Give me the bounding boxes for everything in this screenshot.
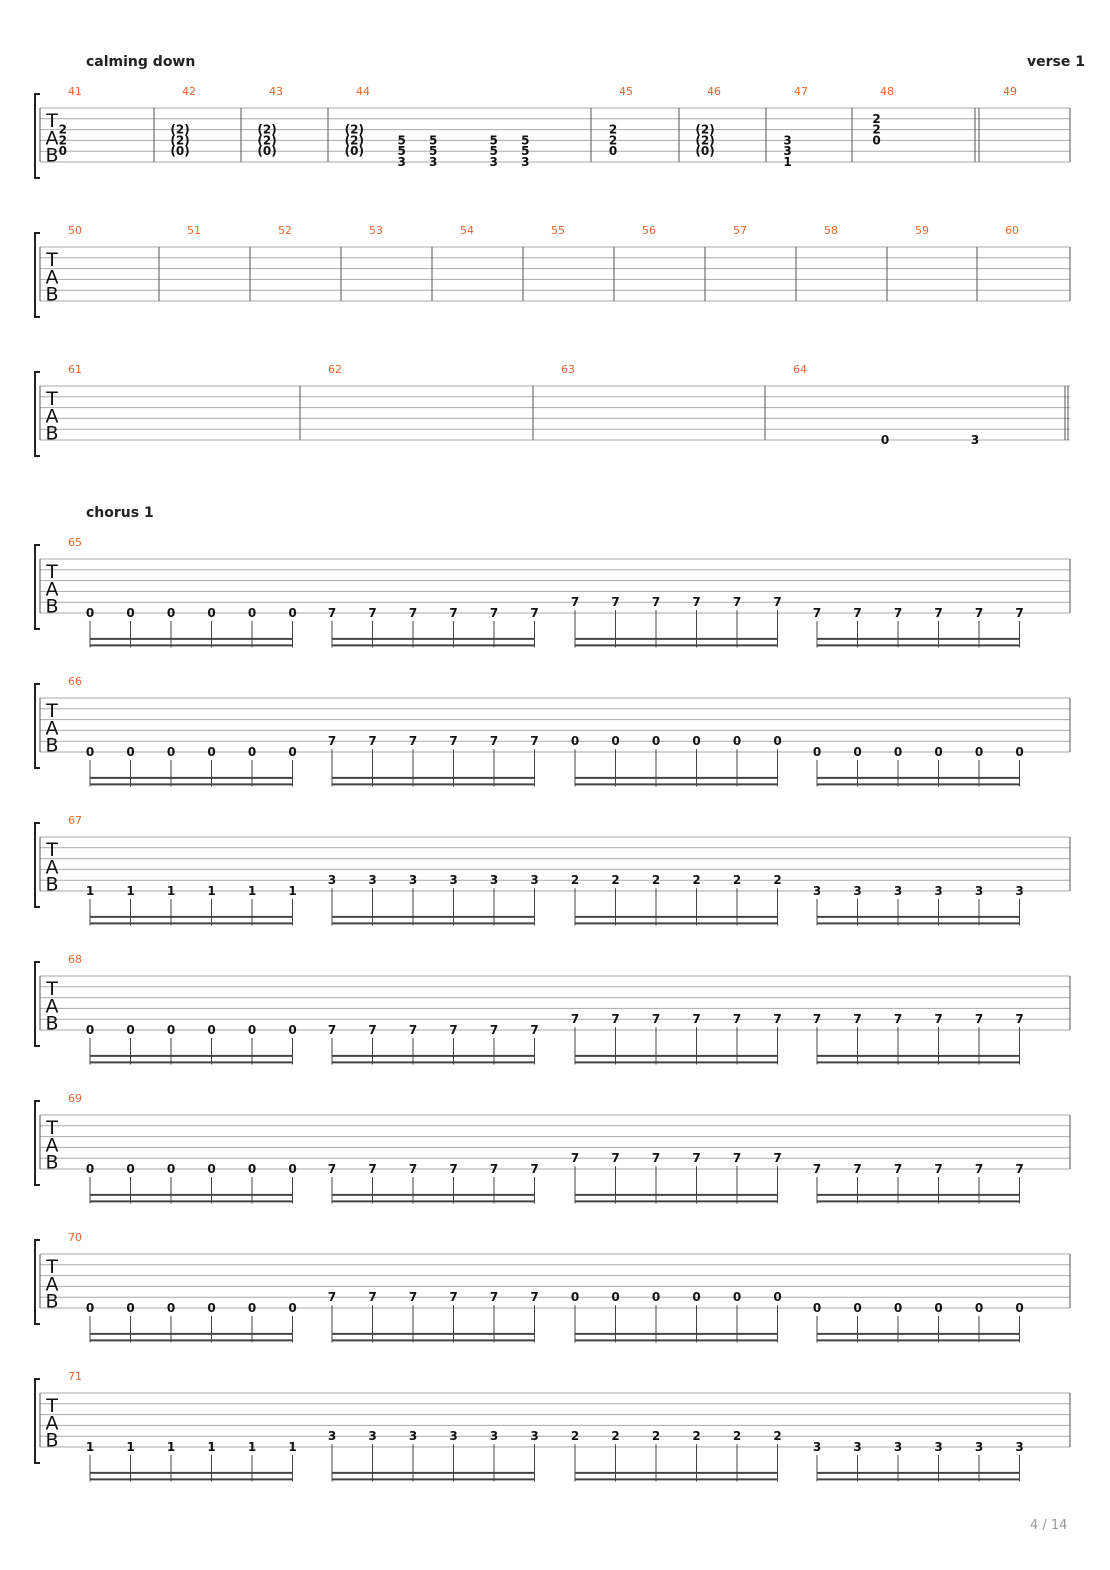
- fret-number: 0: [812, 745, 822, 759]
- measure-number: 48: [880, 85, 894, 98]
- fret-number: 7: [570, 1012, 580, 1027]
- system-bracket: [35, 233, 40, 317]
- measure-number: 42: [182, 85, 196, 98]
- fret-number: 0: [85, 1301, 95, 1315]
- measure-number: 71: [68, 1370, 82, 1383]
- measure-number: 56: [642, 224, 656, 237]
- fret-number: 0: [207, 745, 216, 759]
- fret-number: 7: [611, 1012, 620, 1027]
- fret-number: 0: [1015, 745, 1024, 759]
- fret-number: 1: [783, 155, 792, 169]
- system-bracket: [35, 1379, 40, 1463]
- fret-number: 1: [207, 884, 216, 898]
- fret-number: (2): [257, 122, 277, 137]
- fret-number: 0: [207, 1301, 216, 1315]
- fret-number: 3: [408, 873, 418, 888]
- fret-number: 0: [247, 1162, 257, 1176]
- measure-number: 51: [187, 224, 201, 237]
- fret-number: 7: [408, 734, 418, 749]
- measure-number: 67: [68, 814, 82, 827]
- fret-number: (2): [344, 122, 364, 137]
- fret-number: 5: [489, 133, 498, 148]
- fret-number: 0: [288, 745, 297, 759]
- fret-number: 7: [449, 1023, 458, 1037]
- system-bracket: [35, 94, 40, 178]
- measure-number: 61: [68, 363, 82, 376]
- fret-number: 7: [327, 1162, 337, 1176]
- fret-number: (0): [170, 144, 190, 159]
- fret-number: 5: [429, 144, 438, 159]
- fret-number: 3: [893, 1440, 903, 1454]
- fret-number: 3: [368, 873, 377, 888]
- fret-number: 7: [773, 1151, 782, 1166]
- fret-number: 0: [126, 1162, 135, 1176]
- fret-number: 7: [773, 595, 782, 610]
- fret-number: 0: [974, 745, 984, 759]
- fret-number: 2: [773, 873, 782, 888]
- fret-number: 7: [327, 734, 337, 749]
- fret-number: 2: [773, 1429, 782, 1444]
- measure-number: 69: [68, 1092, 82, 1105]
- fret-number: 3: [812, 884, 822, 898]
- fret-number: 2: [608, 122, 618, 137]
- fret-number: 7: [692, 1012, 701, 1027]
- fret-number: 0: [812, 1301, 822, 1315]
- fret-number: 3: [489, 155, 498, 169]
- fret-number: 3: [812, 1440, 822, 1454]
- fret-number: 0: [692, 734, 701, 749]
- fret-number: 7: [408, 1162, 418, 1176]
- fret-number: 0: [166, 1301, 176, 1315]
- measure-number: 64: [793, 363, 807, 376]
- measure-number: 49: [1003, 85, 1017, 98]
- fret-number: 7: [773, 1012, 782, 1027]
- fret-number: 7: [732, 1012, 742, 1027]
- fret-number: 3: [368, 1429, 377, 1444]
- fret-number: 7: [934, 1012, 943, 1027]
- fret-number: 7: [812, 1012, 822, 1027]
- system-bracket: [35, 372, 40, 456]
- fret-number: 7: [368, 1290, 377, 1305]
- fret-number: 7: [692, 1151, 701, 1166]
- measure-number: 54: [460, 224, 474, 237]
- fret-number: 0: [166, 1162, 176, 1176]
- measure-number: 45: [619, 85, 633, 98]
- tab-clef-letter: T: [46, 1256, 58, 1278]
- fret-number: 0: [570, 1290, 580, 1305]
- fret-number: 7: [1015, 1162, 1024, 1176]
- tab-clef-letter: T: [46, 978, 58, 1000]
- measure-number: 44: [356, 85, 370, 98]
- fret-number: 7: [408, 1290, 418, 1305]
- fret-number: 0: [288, 1023, 297, 1037]
- tab-clef-letter: B: [45, 1151, 59, 1174]
- measure-number: 55: [551, 224, 565, 237]
- fret-number: 3: [521, 155, 530, 169]
- section-label-calming-down: calming down: [86, 54, 196, 70]
- tab-clef-letter: A: [45, 1412, 59, 1435]
- fret-number: 3: [489, 873, 499, 888]
- fret-number: 0: [247, 745, 257, 759]
- fret-number: 0: [166, 1023, 176, 1037]
- fret-number: 3: [449, 1429, 458, 1444]
- system-bracket: [35, 1101, 40, 1185]
- fret-number: 3: [934, 884, 943, 898]
- fret-number: 2: [692, 873, 701, 888]
- fret-number: 3: [530, 873, 539, 888]
- tab-clef-letter: A: [45, 127, 59, 150]
- fret-number: 1: [166, 1440, 176, 1454]
- fret-number: 7: [651, 1151, 661, 1166]
- fret-number: 7: [368, 1023, 377, 1037]
- fret-number: 7: [812, 606, 822, 620]
- fret-number: 7: [974, 1012, 984, 1027]
- fret-number: (0): [344, 144, 364, 159]
- fret-number: 7: [1015, 606, 1024, 620]
- fret-number: 0: [288, 606, 297, 620]
- fret-number: 0: [166, 606, 176, 620]
- fret-number: (2): [257, 133, 277, 148]
- fret-number: 7: [327, 1290, 337, 1305]
- fret-number: 7: [530, 606, 539, 620]
- fret-number: 3: [449, 873, 458, 888]
- fret-number: 0: [872, 133, 881, 148]
- fret-number: 0: [126, 745, 135, 759]
- fret-number: 7: [449, 1162, 458, 1176]
- fret-number: 3: [853, 884, 862, 898]
- fret-number: 3: [489, 1429, 499, 1444]
- fret-number: 7: [853, 1012, 862, 1027]
- fret-number: 7: [611, 595, 620, 610]
- fret-number: 0: [247, 606, 257, 620]
- fret-number: (2): [170, 122, 190, 137]
- tab-clef-letter: A: [45, 856, 59, 879]
- fret-number: 1: [247, 884, 257, 898]
- tab-clef-letter: A: [45, 578, 59, 601]
- fret-number: 1: [126, 884, 135, 898]
- fret-number: 0: [85, 745, 95, 759]
- fret-number: 7: [853, 1162, 862, 1176]
- fret-number: 2: [611, 873, 620, 888]
- fret-number: 7: [974, 606, 984, 620]
- fret-number: 0: [85, 1162, 95, 1176]
- fret-number: 2: [608, 133, 618, 148]
- fret-number: 3: [893, 884, 903, 898]
- fret-number: 0: [126, 1301, 135, 1315]
- fret-number: 0: [207, 606, 216, 620]
- fret-number: 3: [327, 873, 337, 888]
- fret-number: (2): [170, 133, 190, 148]
- page-number: 4 / 14: [1030, 1518, 1068, 1533]
- fret-number: 3: [327, 1429, 337, 1444]
- fret-number: 7: [812, 1162, 822, 1176]
- fret-number: 0: [732, 1290, 742, 1305]
- tab-clef-letter: A: [45, 995, 59, 1018]
- fret-number: 2: [570, 1429, 580, 1444]
- tab-clef-letter: T: [46, 388, 58, 410]
- fret-number: 3: [974, 1440, 984, 1454]
- fret-number: 7: [489, 1023, 499, 1037]
- fret-number: 7: [570, 595, 580, 610]
- fret-number: 0: [207, 1162, 216, 1176]
- tab-clef-letter: B: [45, 595, 59, 618]
- tab-clef-letter: B: [45, 873, 59, 896]
- fret-number: 2: [570, 873, 580, 888]
- fret-number: 7: [489, 734, 499, 749]
- tab-clef-letter: T: [46, 1117, 58, 1139]
- tab-clef-letter: B: [45, 283, 59, 306]
- measure-number: 70: [68, 1231, 82, 1244]
- fret-number: 0: [651, 734, 661, 749]
- fret-number: 7: [368, 1162, 377, 1176]
- fret-number: 0: [651, 1290, 661, 1305]
- tab-clef-letter: B: [45, 734, 59, 757]
- fret-number: 1: [288, 884, 297, 898]
- fret-number: 0: [247, 1023, 257, 1037]
- fret-number: 0: [692, 1290, 701, 1305]
- fret-number: 0: [732, 734, 742, 749]
- fret-number: 7: [651, 1012, 661, 1027]
- fret-number: 0: [934, 745, 943, 759]
- tab-clef-letter: A: [45, 1273, 59, 1296]
- fret-number: 2: [872, 122, 881, 137]
- system-bracket: [35, 962, 40, 1046]
- tab-clef-letter: T: [46, 839, 58, 861]
- fret-number: 7: [570, 1151, 580, 1166]
- fret-number: 0: [611, 1290, 620, 1305]
- fret-number: 2: [58, 133, 67, 148]
- fret-number: 2: [732, 1429, 742, 1444]
- fret-number: 7: [530, 1023, 539, 1037]
- fret-number: 7: [489, 1162, 499, 1176]
- fret-number: 7: [449, 734, 458, 749]
- fret-number: 7: [530, 734, 539, 749]
- tab-clef-letter: B: [45, 422, 59, 445]
- fret-number: 2: [872, 111, 881, 126]
- fret-number: (2): [695, 122, 715, 137]
- fret-number: 0: [288, 1301, 297, 1315]
- fret-number: 7: [934, 1162, 943, 1176]
- fret-number: 0: [247, 1301, 257, 1315]
- fret-number: 0: [85, 1023, 95, 1037]
- measure-number: 57: [733, 224, 747, 237]
- measure-number: 50: [68, 224, 82, 237]
- fret-number: 0: [974, 1301, 984, 1315]
- tab-clef-letter: A: [45, 1134, 59, 1157]
- fret-number: 0: [1015, 1301, 1024, 1315]
- measure-number: 59: [915, 224, 929, 237]
- tab-clef-letter: T: [46, 249, 58, 271]
- fret-number: 1: [166, 884, 176, 898]
- measure-number: 65: [68, 536, 82, 549]
- fret-number: 3: [1015, 884, 1024, 898]
- system-bracket: [35, 823, 40, 907]
- measure-number: 60: [1005, 224, 1019, 237]
- fret-number: 0: [893, 745, 903, 759]
- fret-number: 7: [408, 1023, 418, 1037]
- fret-number: 7: [853, 606, 862, 620]
- fret-number: 7: [732, 1151, 742, 1166]
- fret-number: 2: [692, 1429, 701, 1444]
- fret-number: (0): [695, 144, 715, 159]
- fret-number: 2: [732, 873, 742, 888]
- measure-number: 58: [824, 224, 838, 237]
- fret-number: 3: [1015, 1440, 1024, 1454]
- measure-number: 52: [278, 224, 292, 237]
- fret-number: 7: [1015, 1012, 1024, 1027]
- tab-clef-letter: A: [45, 405, 59, 428]
- measure-number: 66: [68, 675, 82, 688]
- fret-number: 7: [489, 606, 499, 620]
- fret-number: 7: [732, 595, 742, 610]
- fret-number: 7: [974, 1162, 984, 1176]
- fret-number: (2): [344, 133, 364, 148]
- fret-number: 7: [449, 606, 458, 620]
- fret-number: 3: [783, 144, 792, 159]
- tab-clef-letter: T: [46, 700, 58, 722]
- fret-number: 7: [408, 606, 418, 620]
- fret-number: 3: [429, 155, 438, 169]
- measure-number: 41: [68, 85, 82, 98]
- fret-number: 5: [397, 133, 406, 148]
- fret-number: (2): [695, 133, 715, 148]
- fret-number: 3: [397, 155, 406, 169]
- fret-number: 0: [853, 745, 862, 759]
- system-bracket: [35, 545, 40, 629]
- system-bracket: [35, 1240, 40, 1324]
- fret-number: 3: [970, 433, 980, 447]
- fret-number: 7: [651, 595, 661, 610]
- fret-number: 1: [207, 1440, 216, 1454]
- tab-clef-letter: A: [45, 717, 59, 740]
- fret-number: 0: [611, 734, 620, 749]
- fret-number: 0: [126, 606, 135, 620]
- fret-number: 7: [368, 606, 377, 620]
- fret-number: 0: [893, 1301, 903, 1315]
- fret-number: 3: [934, 1440, 943, 1454]
- fret-number: 7: [489, 1290, 499, 1305]
- fret-number: 0: [85, 606, 95, 620]
- fret-number: 0: [853, 1301, 862, 1315]
- fret-number: 5: [397, 144, 406, 159]
- fret-number: 1: [126, 1440, 135, 1454]
- tab-clef-letter: A: [45, 266, 59, 289]
- fret-number: 1: [85, 1440, 95, 1454]
- fret-number: 7: [893, 1162, 903, 1176]
- fret-number: 3: [974, 884, 984, 898]
- section-label-verse-1: verse 1: [1027, 54, 1085, 70]
- fret-number: 7: [449, 1290, 458, 1305]
- tab-clef-letter: T: [46, 561, 58, 583]
- measure-number: 43: [269, 85, 283, 98]
- measure-number: 68: [68, 953, 82, 966]
- fret-number: 3: [853, 1440, 862, 1454]
- tab-clef-letter: B: [45, 1290, 59, 1313]
- fret-number: 0: [608, 144, 618, 159]
- tab-clef-letter: B: [45, 144, 59, 167]
- fret-number: 3: [783, 133, 792, 148]
- fret-number: 7: [327, 1023, 337, 1037]
- fret-number: 0: [166, 745, 176, 759]
- tab-clef-letter: T: [46, 110, 58, 132]
- fret-number: 7: [692, 595, 701, 610]
- fret-number: 0: [288, 1162, 297, 1176]
- measure-number: 63: [561, 363, 575, 376]
- tab-clef-letter: T: [46, 1395, 58, 1417]
- fret-number: 1: [288, 1440, 297, 1454]
- measure-number: 62: [328, 363, 342, 376]
- fret-number: 7: [934, 606, 943, 620]
- measure-number: 47: [794, 85, 808, 98]
- fret-number: 7: [893, 606, 903, 620]
- fret-number: 3: [530, 1429, 539, 1444]
- fret-number: 1: [247, 1440, 257, 1454]
- tab-clef-letter: B: [45, 1012, 59, 1035]
- fret-number: 0: [773, 734, 782, 749]
- fret-number: 7: [530, 1290, 539, 1305]
- section-label-chorus-1: chorus 1: [86, 505, 154, 521]
- fret-number: 0: [570, 734, 580, 749]
- fret-number: 5: [521, 144, 530, 159]
- fret-number: 0: [126, 1023, 135, 1037]
- fret-number: 7: [530, 1162, 539, 1176]
- fret-number: 0: [58, 144, 67, 159]
- fret-number: 5: [429, 133, 438, 148]
- fret-number: 5: [489, 144, 498, 159]
- system-bracket: [35, 684, 40, 768]
- fret-number: 2: [651, 873, 661, 888]
- fret-number: 0: [207, 1023, 216, 1037]
- fret-number: 5: [521, 133, 530, 148]
- fret-number: 3: [408, 1429, 418, 1444]
- fret-number: 2: [58, 122, 67, 137]
- fret-number: 7: [893, 1012, 903, 1027]
- fret-number: 2: [651, 1429, 661, 1444]
- measure-number: 53: [369, 224, 383, 237]
- fret-number: 7: [611, 1151, 620, 1166]
- fret-number: 0: [773, 1290, 782, 1305]
- fret-number: 2: [611, 1429, 620, 1444]
- fret-number: (0): [257, 144, 277, 159]
- fret-number: 7: [327, 606, 337, 620]
- fret-number: 0: [934, 1301, 943, 1315]
- fret-number: 1: [85, 884, 95, 898]
- fret-number: 7: [368, 734, 377, 749]
- tab-clef-letter: B: [45, 1429, 59, 1452]
- fret-number: 0: [880, 433, 890, 447]
- measure-number: 46: [707, 85, 721, 98]
